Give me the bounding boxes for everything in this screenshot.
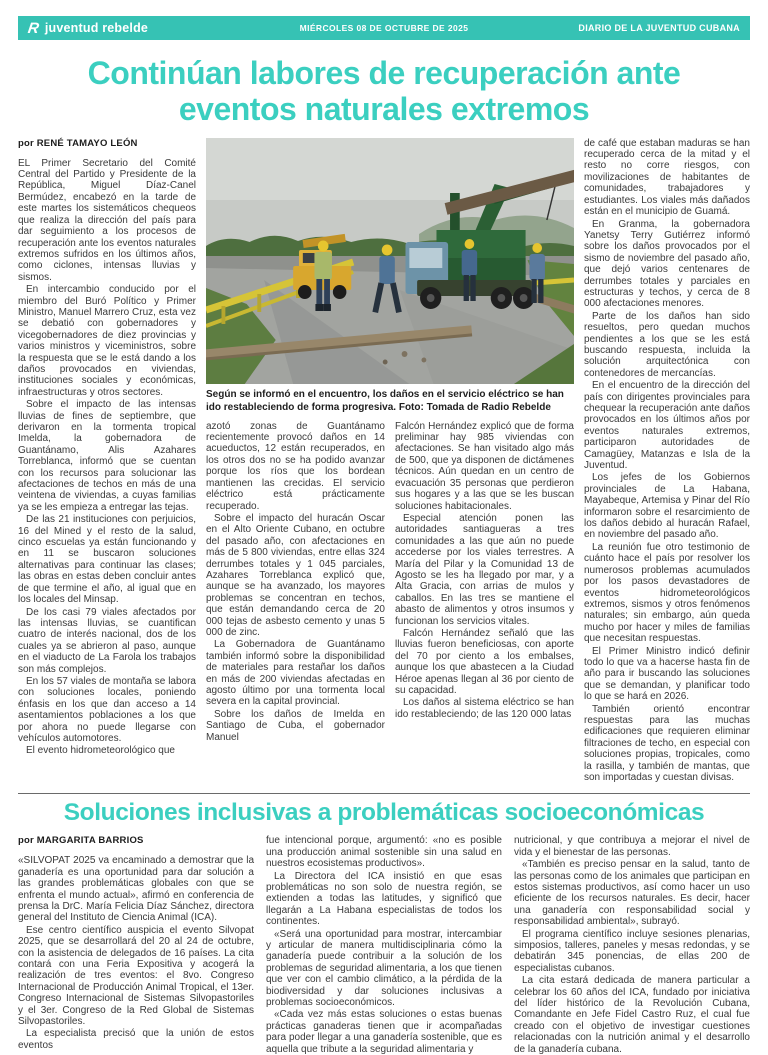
paragraph: La Gobernadora de Guantánamo también informó sobre la disponibilidad de materiales para restañar los daños en más de 200 viviendas afectadas en agosto último por una tormenta local severa en la capital provincial. — [206, 639, 385, 708]
paragraph: de café que estaban maduras se han recuperado cerca de la mitad y el resto no corre riesgos, con movilizaciones de habitantes de comunidades, trabajadores y estudiantes. Los viales más dañados están en el municipio de Guamá. — [584, 137, 750, 218]
paragraph: En los 57 viales de montaña se labora con soluciones locales, poniendo énfasis en los que dan acceso a 14 asentamientos poblaciones a los que por ahora no puede llegarse con vehículos automotores. — [18, 675, 196, 744]
masthead-bar — [18, 16, 750, 40]
jr-logo-icon: R — [26, 19, 41, 37]
article1-byline: por RENÉ TAMAYO LEÓN — [18, 137, 138, 149]
article1-headline: Continúan labores de recuperación ante eventos naturales extremos — [87, 55, 681, 127]
article2-col1-text — [18, 855, 254, 1051]
paragraph: El evento hidrometeorológico que — [26, 745, 175, 757]
article2-col2-text — [266, 835, 502, 1055]
paragraph: En Granma, la gobernadora Yanetsy Terry Gutiérrez informó sobre los daños provocados por el sismo de noviembre del pasado año, que dejó varios centenares de derrumbes totales y parciales en estructuras y techos, y cerca de 8 000 afectaciones menores. — [584, 218, 750, 310]
article1-col3-text — [395, 421, 574, 743]
article1-middle-columns — [206, 421, 574, 743]
paragraph: La especialista precisó que la unión de estos eventos — [18, 1028, 254, 1051]
article1-column-1 — [18, 138, 196, 757]
article1-middle — [206, 138, 574, 743]
paragraph: Parte de los daños han sido resueltos, pero quedan muchos pendientes a los que se les está buscando respuesta, incluida la solución arquitectónica con contenedores de mercancías. — [584, 310, 750, 379]
paragraph: «SILVOPAT 2025 va encaminado a demostrar que la ganadería es una oportunidad para dar solución a las grandes problemáticas globales con que se enfrenta el mundo actual», afirmó en conferencia de prensa la DrC. María Felicia Díaz Sánchez, directora general del Instituto de Ciencia Animal (ICA). — [18, 855, 254, 924]
paragraph: Especial atención ponen las autoridades santiagueras a tres comunidades a las que aún no puede accederse por los viales terrestres. A María del Pilar y la Comunidad 13 de Agosto se les ha llegado por mar, y a Alta Gracia, con arrias de mulos y caballos. En las tres se mantiene el abasto de alimentos y otros insumos y funcionan los servicios vitales. — [395, 512, 574, 627]
article2-col3-text — [514, 835, 750, 1055]
paragraph: Falcón Hernández señaló que las lluvias fueron beneficiosas, con aporte del 70 por ciento a los embalses, aunque los que abastecen a la Ciudad Héroe apenas llegan al 36 por ciento de su capacidad. — [395, 627, 574, 696]
article2-column-1 — [18, 835, 254, 1051]
paragraph: La cita estará dedicada de manera particular a celebrar los 60 años del ICA, fundado por iniciativa del líder histórico de la Revolución Cubana, Comandante en Jefe Fidel Castro Ruz, el cual fue creado con el objetivo de investigar cuestiones relacionadas con la nutrición animal y el desarrollo de la ganadería cubana. — [514, 975, 750, 1055]
paragraph: «También es preciso pensar en la salud, tanto de las personas como de los animales que participan en estos sistemas productivos, así como hacer un uso eficiente de los recursos naturales. Es decir, hacer una ganadería con responsabilidad social y responsabilidad ambiental», subrayó. — [514, 859, 750, 928]
paragraph: Sobre el impacto del huracán Oscar en el Alto Oriente Cubano, en octubre del pasado año, con afectaciones en más de 5 800 viviendas, entre ellas 324 derrumbes totales y 1 045 parciales, Azahares Torreblanca explicó que, aunque se ha avanzado, los mayores problemas se concentran en techos, que están demandando cerca de 20 000 tejas de asbesto cemento y unas 5 000 de zinc. — [206, 512, 385, 638]
paragraph: Falcón Hernández explicó que de forma preliminar hay 985 viviendas con afectaciones. Se han visitado algo más de 500, que ya disponen de dictámenes técnicos. Aún quedan en un centro de evacuación 35 personas que perdieron sus hogares y a las que se les buscan soluciones habitacionales. — [395, 420, 574, 512]
news-photo-illustration — [206, 138, 574, 384]
news-photo — [206, 138, 574, 384]
paragraph: fue intencional porque, argumentó: «no es posible una producción animal sostenible sin una salud en nuestros ecosistemas productivos». — [266, 835, 502, 870]
paragraph: «Cada vez más estas soluciones o estas buenas prácticas ganaderas tienen que ir acompañadas para poder llegar a una ganadería sostenible, que es aquella que tribute a la seguridad alimentaria y — [266, 1009, 502, 1055]
article1-col2-text — [206, 421, 385, 743]
section-divider — [18, 793, 750, 794]
paragraph: EL Primer Secretario del Comité Central del Partido y Presidente de la República, Miguel Díaz-Canel Bermúdez, encabezó en la tarde de este martes los sistemáticos chequeos que realiza la dirección del país para dar seguimiento a los procesos de recuperación ante los eventos naturales extremos sufridos en los últimos años, como ciclones, intensas lluvias y sismos. — [18, 157, 196, 283]
article1-col1-text — [18, 158, 196, 757]
masthead-logo-text: juventud rebelde — [44, 21, 149, 35]
article1-col4-text — [584, 138, 750, 784]
article1-column-4 — [584, 138, 750, 784]
paragraph: Sobre los daños de Imelda en Santiago de Cuba, el gobernador Manuel — [206, 708, 385, 743]
paragraph: Ese centro científico auspicia el evento Silvopat 2025, que se desarrollará del 20 al 24 de octubre, con la asistencia de delegados de 16 países. La cita contará con una Feria Expositiva y acogerá la realización de tres eventos: el 8vo. Congreso Internacional de Producción Animal Tropical, el 13er. Congreso Internacional de Sistemas Silvopastoriles y el 3er. Congreso de la Red Global de Sistemas Silvopastoriles. — [18, 924, 254, 1028]
masthead-logo — [28, 21, 265, 36]
paragraph: La reunión fue otro testimonio de cuánto hace el país por resolver los numerosos problemas acumulados por los pasos devastadores de eventos hidrometeorológicos extremos, sismos y otros fenómenos naturales; sin embargo, aún queda mucho por hacer y miles de familias que necesitan respuestas. — [584, 541, 750, 645]
paragraph: El Primer Ministro indicó definir todo lo que va a hacerse hasta fin de año para ir buscando las soluciones que se demandan, y planificar todo lo que se hará en 2026. — [584, 645, 750, 703]
article1 — [18, 138, 750, 784]
article2 — [18, 835, 750, 1055]
paragraph: De los casi 79 viales afectados por las intensas lluvias, se cuantifican cuatro de interés nacional, dos de los cuales ya se abrieron al paso, aunque en el viaducto de La Farola los trabajos son más complejos. — [18, 606, 196, 675]
paragraph: La Directora del ICA insistió en que esas problemáticas no son solo de nuestra región, se extienden a todas las latitudes, y significó que llegarán a La Habana especialistas de todos los continentes. — [266, 870, 502, 928]
paragraph: «Será una oportunidad para mostrar, intercambiar y articular de manera multidisciplinaria cómo la ganadería puede contribuir a la solución de los problemas de seguridad alimentaria, a los que tienen que ver con el cambio climático, a la pérdida de la biodiversidad y dar soluciones inclusivas a problemas socioeconómicos. — [266, 928, 502, 1009]
paragraph: En el encuentro de la dirección del país con dirigentes provinciales para chequear la recuperación ante daños provocados en los últimos años por eventos naturales extremos, participaron autoridades de Camagüey, Matanzas e Isla de la Juventud. — [584, 380, 750, 472]
paragraph: nutricional, y que contribuya a mejorar el nivel de vida y el bienestar de las personas. — [514, 835, 750, 858]
paragraph: De las 21 instituciones con perjuicios, 16 del Mined y el resto de la salud, cinco escuelas ya están funcionando y en 11 se buscaron soluciones alternativas para continuar las clases; las obras en estas deben concluir antes de que termine el año, al igual que en los locales del Minsap. — [18, 514, 196, 606]
masthead-date: MIÉRCOLES 08 DE OCTUBRE DE 2025 — [299, 23, 469, 33]
paragraph: El programa científico incluye sesiones plenarias, simposios, talleres, paneles y mesas redondas, y se debatirán 345 ponencias, de ellas 200 de especialistas cubanos. — [514, 928, 750, 974]
paragraph: También orientó encontrar respuestas para las muchas edificaciones que requieren eliminar filtraciones de techo, en especial con soluciones propias, tropicales, como la rasilla, y también de mantas, que son importadas y cuestan divisas. — [584, 703, 750, 783]
paragraph: azotó zonas de Guantánamo recientemente provocó daños en 14 acueductos, 12 están recuperados, en los otros dos no se ha podido avanzar porque los ríos que los bordean mantienen las crecidas. El servicio eléctrico está prácticamente recuperado. — [206, 420, 385, 512]
photo-caption: Según se informó en el encuentro, los daños en el servicio eléctrico se han ido restableciendo de forma progresiva. Foto: Tomada de Radio Rebelde — [206, 388, 564, 413]
paragraph: Los jefes de los Gobiernos provinciales de La Habana, Mayabeque, Artemisa y Pinar del Río informaron sobre el resarcimiento de los daños debido al huracán Rafael, en noviembre del pasado año. — [584, 472, 750, 541]
masthead-tagline: DIARIO DE LA JUVENTUD CUBANA — [578, 23, 740, 33]
paragraph: Sobre el impacto de las intensas lluvias de fines de septiembre, que derivaron en la tormenta tropical Imelda, la gobernadora de Guantánamo, Alis Azahares Torreblanca, informó que se cuentan con los recursos para solucionar las afectaciones de techos en más de una veintena de viviendas, a cuyas familias ya se les empieza a entregar las tejas. — [18, 399, 196, 513]
article2-byline: por MARGARITA BARRIOS — [18, 835, 144, 847]
article2-headline: Soluciones inclusivas a problemáticas socioeconómicas — [63, 799, 705, 827]
paragraph: Los daños al sistema eléctrico se han ido restableciendo; de las 120 000 latas — [395, 697, 574, 720]
paragraph: En intercambio conducido por el miembro del Buró Político y Primer Ministro, Manuel Marrero Cruz, esta vez se debatió con gobernadores y vicegobernadores de diez provincias y varios ministros y viceministros, sobre la respuesta que se le está dando a los daños provocados en viviendas, instituciones sociales y económicas, infraestructuras y otros sectores. — [18, 284, 196, 398]
